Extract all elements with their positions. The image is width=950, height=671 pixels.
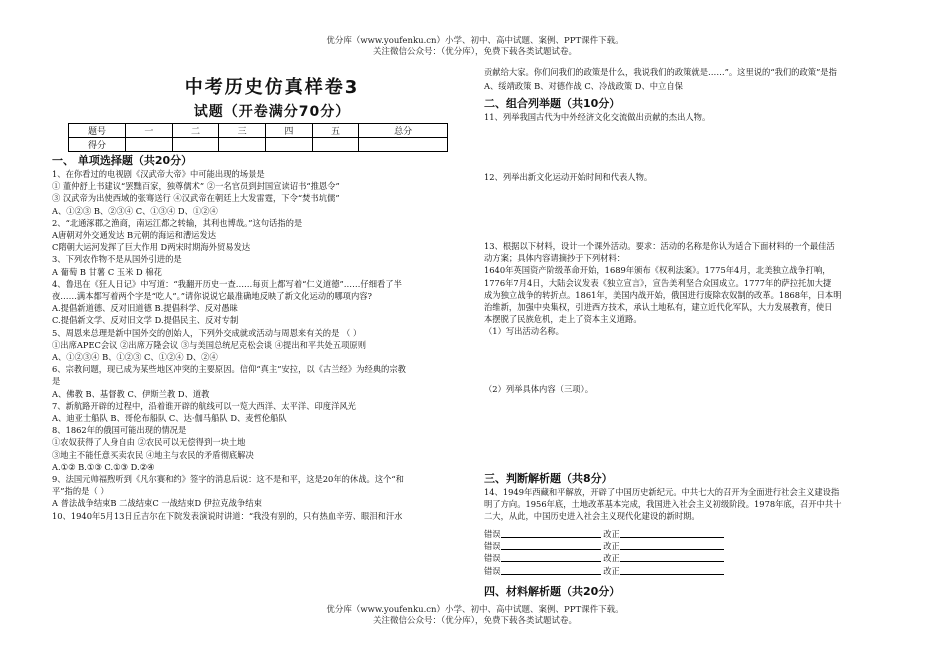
error-label: 错误	[484, 541, 501, 552]
question-11: 11、列举我国古代为中外经济文化交流做出贡献的杰出人物。	[484, 112, 711, 122]
score-cell: 五	[312, 124, 359, 138]
question-line: 9、法国元帅福煦听到《凡尔赛和约》签字的消息后说：这不是和平，这是20年的休战。这个“和	[52, 474, 404, 485]
question-line: 5、周恩来总理是新中国外交的创始人，下列外交成就或活动与周恩来有关的是 （ ）	[52, 327, 362, 338]
correct-label: 改正	[603, 529, 620, 539]
q10-options: A、绥靖政策 B、对德作战 C、冷战政策 D、中立自保	[484, 81, 683, 91]
section-4-heading: 四、材料解析题（共20分）	[484, 585, 621, 598]
question-line: ③地主不能任意买卖农民 ④地主与农民的矛盾彻底解决	[52, 449, 254, 460]
question-line: A、佛教 B、基督教 C、伊斯兰教 D、道教	[52, 388, 210, 399]
score-cell: 总分	[359, 124, 448, 138]
question-line: A 普法战争结束B 二战结束C 一战结束D 伊拉克战争结束	[52, 498, 262, 509]
question-line: ①出席APEC会议 ②出席万隆会议 ③与美国总统尼克松会谈 ④提出和平共处五项原则	[52, 339, 366, 350]
error-answer-line[interactable]	[501, 540, 601, 550]
page-header	[0, 36, 950, 58]
question-line: A唐朝对外交通发达 B元朝的海运和漕运发达	[52, 230, 217, 241]
correct-answer-line[interactable]	[620, 565, 724, 575]
score-table-header-row	[69, 124, 448, 138]
correct-label: 改正	[603, 541, 620, 552]
header-line-2: 关注微信公众号：（优分库），免费下载各类试题试卷。	[372, 47, 577, 57]
correction-row	[484, 540, 724, 552]
error-label: 错误	[484, 553, 501, 564]
question-line: ① 董仲舒上书建议“罢黜百家，独尊儒术” ②一名官员到封国宣读诏书“推恩令”	[52, 181, 340, 192]
question-line: 8、1862年的俄国可能出现的情况是	[52, 425, 187, 436]
correct-answer-line[interactable]	[620, 552, 724, 562]
question-line: A、①②③ B、②③④ C、①③④ D、①②④	[52, 205, 218, 216]
question-12: 12、列举出新文化运动开始时间和代表人物。	[484, 172, 653, 182]
exam-subtitle: 试题（开卷满分70分）	[193, 104, 351, 120]
question-line: A、迪亚士船队 B、哥伦布船队 C、达·伽马船队 D、麦哲伦船队	[52, 413, 287, 424]
header-line-1: 优分库（www.youfenku.cn）小学、初中、高中试题、案例、PPT课件下载。	[326, 36, 624, 46]
question-line: A.①② B.①③ C.①③ D.②④	[52, 461, 155, 472]
question-line: C.提倡新文学、反对旧文学 D.提倡民主、反对专制	[52, 315, 239, 326]
correction-row	[484, 552, 724, 564]
question-line: 2、“北通涿郡之渔商，南运江都之转输，其利也博哉。”这句话指的是	[52, 217, 303, 228]
question-line: ③ 汉武帝为出使西域的张骞送行 ④汉武帝在朝廷上大发雷霆，下令“焚书坑儒”	[52, 193, 340, 204]
score-table	[68, 123, 448, 152]
question-line: （1）写出活动名称。	[484, 326, 564, 337]
score-cell: 三	[219, 124, 266, 138]
section-1-body	[52, 168, 472, 522]
question-line: A.提倡新道德、反对旧道德 B.提倡科学、反对愚昧	[52, 303, 238, 314]
question-line: 13、根据以下材料，设计一个课外活动。要求：活动的名称是你认为适合下面材料的一个最佳活	[484, 241, 835, 251]
question-line: 1640年英国资产阶级革命开始，1689年颁布《权利法案》。1775年4月，北美独立战争打响，	[484, 265, 831, 276]
score-input-cell[interactable]	[219, 138, 266, 152]
question-line: 成为独立战争的转折点。1861年，美国内战开始，俄国进行废除农奴制的改革。1868年，日本明	[484, 289, 842, 300]
question-line: 二大，从此，中国历史进入社会主义现代化建设的新时期。	[484, 511, 700, 522]
error-label: 错误	[484, 529, 501, 539]
footer-line-2: 关注微信公众号：（优分库），免费下载各类试题试卷。	[372, 616, 577, 626]
question-line: 14、1949年西藏和平解放，开辟了中国历史新纪元。中共七大的召开为全面进行社会主义建设指	[484, 487, 840, 497]
score-cell: 二	[172, 124, 219, 138]
question-line: 6、宗教问题，现已成为某些地区冲突的主要原因。信仰“真主”安拉，以《古兰经》为经典的宗教	[52, 364, 406, 375]
question-line: 10、1940年5月13日丘吉尔在下院发表演说时讲道：“我没有别的，只有热血辛劳、眼泪和汗水	[52, 510, 403, 521]
exam-title: 中考历史仿真样卷3	[184, 77, 360, 98]
correction-row	[484, 565, 724, 577]
error-answer-line[interactable]	[501, 565, 601, 575]
score-cell: 得分	[69, 138, 126, 152]
error-answer-line[interactable]	[501, 528, 601, 538]
question-line: 1、在你看过的电视剧《汉武帝大帝》中可能出现的场景是	[52, 169, 265, 179]
score-table-score-row	[69, 138, 448, 152]
question-line: 3、下列农作物不是从国外引进的是	[52, 254, 182, 265]
question-14	[484, 486, 914, 523]
question-line: 动方案；具体内容请摘抄于下列材料：	[484, 253, 626, 264]
question-line: 平”指的是（ ）	[52, 486, 109, 497]
question-line: 治维新，加强中央集权，引进西方技术，承认土地私有，建立近代化军队，大力发展教育，使日	[484, 302, 833, 313]
section-2-heading: 二、组合列举题（共10分）	[484, 97, 621, 110]
q10-continuation: 贡献给大家。你们问我们的政策是什么，我说我们的政策就是……”。这里说的“我们的政策”是指	[484, 67, 837, 77]
score-cell: 题号	[69, 124, 126, 138]
error-label: 错误	[484, 565, 501, 576]
score-input-cell[interactable]	[172, 138, 219, 152]
score-cell: 一	[126, 124, 173, 138]
section-3-heading: 三、判断解析题（共8分）	[484, 472, 613, 485]
score-input-cell[interactable]	[266, 138, 313, 152]
error-answer-line[interactable]	[501, 552, 601, 562]
footer-line-1: 优分库（www.youfenku.cn）小学、初中、高中试题、案例、PPT课件下载。	[326, 605, 624, 615]
question-line: C隋朝大运河发挥了巨大作用 D两宋时期海外贸易发达	[52, 242, 251, 253]
score-input-cell[interactable]	[126, 138, 173, 152]
question-line: ①农奴获得了人身自由 ②农民可以无偿得到一块土地	[52, 437, 246, 448]
question-line: A 葡萄 B 甘薯 C 玉米 D 棉花	[52, 266, 162, 277]
correction-row	[484, 528, 724, 540]
correct-answer-line[interactable]	[620, 528, 724, 538]
question-13	[484, 240, 914, 338]
page-footer	[0, 605, 950, 627]
question-13-part-2: （2）列举具体内容（三项）。	[484, 384, 593, 394]
question-line: A、①②③④ B、①②③ C、①②④ D、②④	[52, 352, 218, 363]
question-line: 夜……满本都写着两个字是“吃人”。”请你说说它最准确地反映了新文化运动的哪项内容?	[52, 291, 373, 302]
score-input-cell[interactable]	[312, 138, 359, 152]
question-line: 是	[52, 376, 61, 387]
correct-label: 改正	[603, 553, 620, 564]
question-line: 1776年7月4日，大陆会议发表《独立宣言》，宣告美利坚合众国成立。1777年的萨拉托加大捷	[484, 277, 832, 288]
section-1-heading: 一、 单项选择题（共20分）	[52, 154, 193, 167]
correct-label: 改正	[603, 565, 620, 576]
question-line: 明了方向。1956年底，土地改革基本完成，我国进入社会主义初级阶段。1978年底，召开中共十	[484, 499, 842, 510]
correction-rows	[484, 528, 724, 577]
score-input-cell[interactable]	[359, 138, 448, 152]
score-cell: 四	[266, 124, 313, 138]
question-line: 本摆脱了民族危机，走上了资本主义道路。	[484, 314, 642, 325]
correct-answer-line[interactable]	[620, 540, 724, 550]
question-line: 4、鲁迅在《狂人日记》中写道：“我翻开历史一查……每页上都写着“仁义道德”……仔细看了半	[52, 278, 402, 289]
question-line: 7、新航路开辟的过程中，沿着谁开辟的航线可以一览大西洋、太平洋、印度洋风光	[52, 400, 356, 411]
